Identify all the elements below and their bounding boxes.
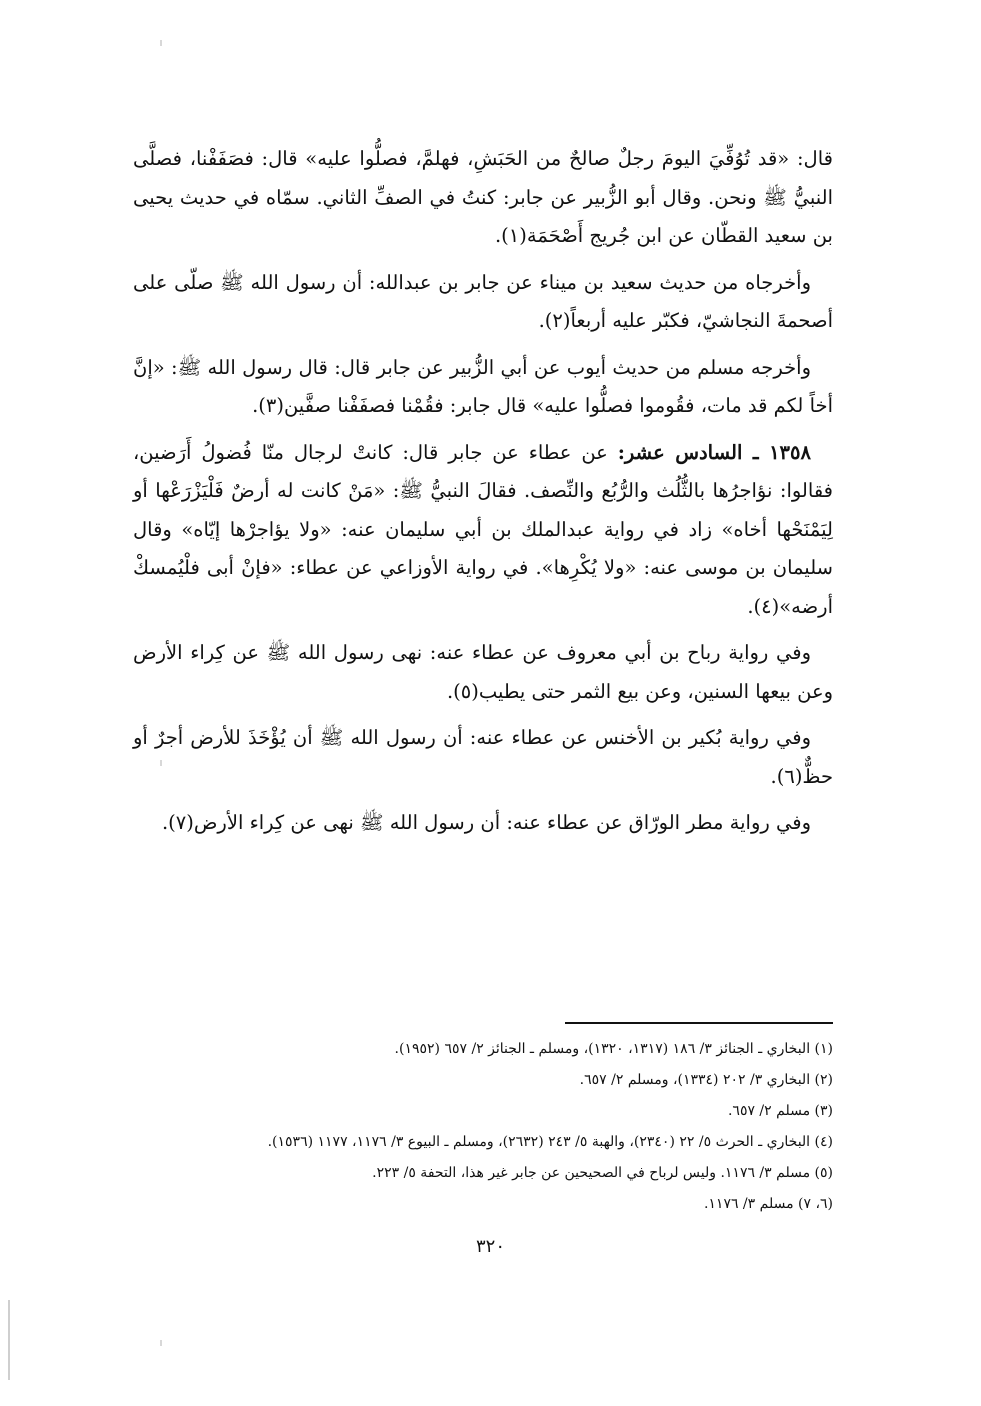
scan-edge-mark xyxy=(8,1300,10,1380)
footnote: (٥) مسلم ٣/ ١١٧٦. وليس لرباح في الصحيحين عن جابر غير هذا، التحفة ٥/ ٢٢٣. xyxy=(372,1165,833,1181)
section-text: عن عطاء عن جابر قال: كانتْ لرجال منّا فُضولُ أَرَضين، فقالوا: نؤاجرُها بالثُّلُث والرُّبُع والنِّصف. فقالَ النبيُّ ﷺ: «مَنْ كانت له أرضٌ فَلْيَزْرَعْها أو لِيَمْنَحْها أخاه» زاد في رواية عبدالملك بن أبي سليمان عنه: «ولا يؤاجرْها إيّاه» وقال سليمان بن موسى عنه: «ولا يُكْرِها». في رواية الأوزاعي عن عطاء: «فإنْ أبى فلْيُمسكْ أرضه»(٤). xyxy=(133,440,833,618)
paragraph: وأخرجه مسلم من حديث أيوب عن أبي الزُّبير عن جابر قال: قال رسول الله ﷺ: «إنَّ أخاً لكم قد مات، فقُوموا فصلُّوا عليه» قال جابر: فقُمْنا فصفَفْنا صفَّين(٣). xyxy=(133,355,833,417)
footnote: (٢) البخاري ٣/ ٢٠٢ (١٣٣٤)، ومسلم ٢/ ٦٥٧. xyxy=(579,1072,833,1088)
footnote: (٦، ٧) مسلم ٣/ ١١٧٦. xyxy=(703,1196,833,1212)
section-heading: ١٣٥٨ ـ السادس عشر: xyxy=(617,440,811,464)
footnotes xyxy=(133,1034,833,1220)
scan-dot xyxy=(160,40,162,46)
footnote-divider xyxy=(565,1022,833,1024)
paragraph: وأخرجاه من حديث سعيد بن ميناء عن جابر بن عبدالله: أن رسول الله ﷺ صلّى على أصحمةَ النجاشيّ، فكبّر عليه أربعاً(٢). xyxy=(133,270,833,332)
paragraph: وفي رواية رباح بن أبي معروف عن عطاء عنه: نهى رسول الله ﷺ عن كِراء الأرض وعن بيعها السنين، وعن بيع الثمر حتى يطيب(٥). xyxy=(133,641,833,703)
paragraph: وفي رواية مطر الورّاق عن عطاء عنه: أن رسول الله ﷺ نهى عن كِراء الأرض(٧). xyxy=(161,811,811,834)
page-number: ٣٢٠ xyxy=(475,1236,505,1257)
scan-dot xyxy=(160,1340,162,1346)
footnote: (٤) البخاري ـ الحرث ٥/ ٢٢ (٢٣٤٠)، والهبة ٥/ ٢٤٣ (٢٦٣٢)، ومسلم ـ البيوع ٣/ ١١٧٦، ١١٧٧ (١٥٣٦). xyxy=(267,1134,833,1150)
main-text xyxy=(133,140,833,851)
paragraph: وفي رواية بُكير بن الأخنس عن عطاء عنه: أن رسول الله ﷺ أن يُؤْخَذَ للأرض أجرٌ أو حظٌّ(٦). xyxy=(133,726,833,788)
section-paragraph xyxy=(133,434,833,627)
footnote: (٣) مسلم ٢/ ٦٥٧. xyxy=(727,1103,833,1119)
footnote: (١) البخاري ـ الجنائز ٣/ ١٨٦ (١٣١٧، ١٣٢٠)، ومسلم ـ الجنائز ٢/ ٦٥٧ (١٩٥٢). xyxy=(394,1041,833,1057)
paragraph: قال: «قد تُوُفِّيَ اليومَ رجلٌ صالحٌ من الحَبَشِ، فهلمَّ، فصلُّوا عليه» قال: فصَفَفْنا، فصلَّى النبيُّ ﷺ ونحن. وقال أبو الزُّبير عن جابر: كنتُ في الصفِّ الثاني. سمّاه في حديث يحيى بن سعيد القطّان عن ابن جُريج أَصْحَمَة(١). xyxy=(133,147,833,247)
